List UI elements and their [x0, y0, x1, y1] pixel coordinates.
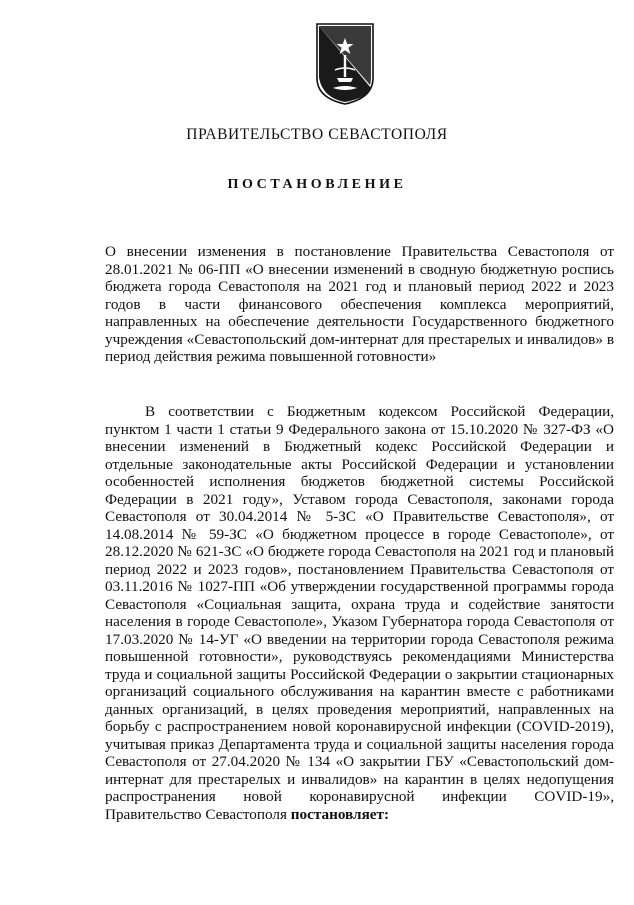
- decree-word: постановляет:: [290, 805, 390, 823]
- document-subject: О внесении изменения в постановление Правительства Севастополя от 28.01.2021 № 06-ПП «О внесении изменений в сводную бюджетную роспись бюджета города Севастополя на 2021 год и плановый период 2022 и 2023 годов в части финансового обеспечения комплекса мероприятий, направленных на обеспечение деятельности Государственного бюджетного учреждения «Севастопольский дом-интернат для престарелых и инвалидов» в период действия режима повышенной готовности»: [105, 243, 614, 365]
- document-type: ПОСТАНОВЛЕНИЕ: [227, 177, 407, 192]
- sevastopol-coat-of-arms-icon: [315, 22, 375, 106]
- issuing-authority: ПРАВИТЕЛЬСТВО СЕВАСТОПОЛЯ: [186, 126, 448, 143]
- preamble-text: В соответствии с Бюджетным кодексом Российской Федерации, пунктом 1 части 1 статьи 9 Федерального закона от 15.10.2020 № 327-ФЗ «О внесении изменений в Бюджетный кодекс Российской Федерации и отдельные законодательные акты Российской Федерации и установлении особенностей исполнения бюджетов бюджетной системы Российской Федерации в 2021 году», Уставом города Севастополя, законами города Севастополя от 30.04.2014 № 5-ЗС «О Правительстве Севастополя», от 14.08.2014 № 59-ЗС «О бюджетном процессе в городе Севастополе», от 28.12.2020 № 621-ЗС «О бюджете города Севастополя на 2021 год и плановый период 2022 и 2023 годов», постановлением Правительства Севастополя от 03.11.2016 № 1027-ПП «Об утверждении государственной программы города Севастополя «Социальная защита, охрана труда и содействие занятости населения в городе Севастополе», Указом Губернатора города Севастополя от 17.03.2020 № 14-УГ «О введении на территории города Севастополя режима повышенной готовности», руководствуясь рекомендациями Министерства труда и социальной защиты Российской Федерации о закрытии стационарных организаций социального обслуживания на карантин вместе с работниками данных организаций, в целях проведения мероприятий, направленных на борьбу с распространением новой коронавирусной инфекции (COVID-2019), учитывая приказ Департамента труда и социальной защиты населения города Севастополя от 27.04.2020 № 134 «О закрытии ГБУ «Севастопольский дом-интернат для престарелых и инвалидов» на карантин в целях недопущения распространения новой коронавирусной инфекции COVID-19», Правительство Севастополя: [105, 403, 614, 823]
- preamble-paragraph: [105, 403, 614, 823]
